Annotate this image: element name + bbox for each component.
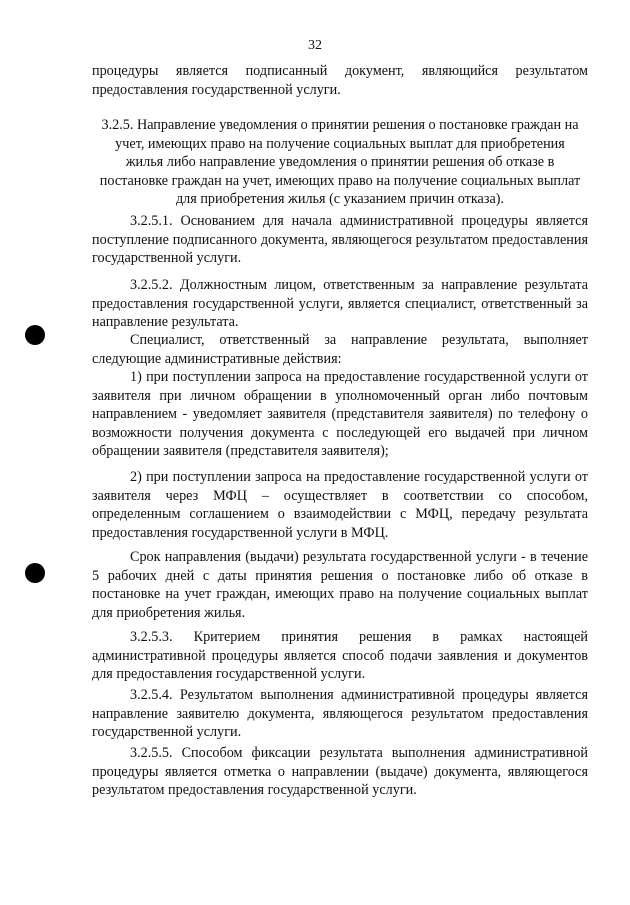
- punch-hole-mark-top: [25, 325, 45, 345]
- section-heading-3-2-5: 3.2.5. Направление уведомления о принятии решения о постановке граждан на учет, имеющих право на получение социальных выплат для приобретения жилья либо направление уведомления о принятии решения об отказе в постановке граждан на учет, имеющих право на получение социальных выплат для приобретения жилья (с указанием причин отказа).: [99, 117, 581, 208]
- paragraph-3-2-5-1: 3.2.5.1. Основанием для начала административной процедуры является поступление подписанного документа, являющегося результатом предоставления государственной услуги.: [92, 213, 588, 267]
- paragraph-3-2-5-2: 3.2.5.2. Должностным лицом, ответственным за направление результата предоставления государственной услуги, является специалист, ответственный за направление результата.: [92, 277, 588, 331]
- paragraph-specialist: Специалист, ответственный за направление результата, выполняет следующие административные действия:: [92, 332, 588, 367]
- paragraph-item-1: 1) при поступлении запроса на предоставление государственной услуги от заявителя при личном обращении в уполномоченный орган либо почтовым направлением - уведомляет заявителя (представителя заявителя) по телефону о возможности получения документа с последующей его выдачей при личном обращении заявителя (представителя заявителя);: [92, 369, 588, 460]
- paragraph-3-2-5-5: 3.2.5.5. Способом фиксации результата выполнения административной процедуры является отметка о направлении (выдаче) документа, являющегося результатом предоставления государственной услуги.: [92, 745, 588, 799]
- punch-hole-mark-bottom: [25, 563, 45, 583]
- paragraph-continuation: процедуры является подписанный документ, являющийся результатом предоставления государственной услуги.: [92, 63, 588, 98]
- paragraph-deadline: Срок направления (выдачи) результата государственной услуги - в течение 5 рабочих дней с даты принятия решения о постановке либо об отказе в постановке на учет граждан, имеющих право на получение социальных выплат для приобретения жилья.: [92, 549, 588, 621]
- paragraph-3-2-5-3: 3.2.5.3. Критерием принятия решения в рамках настоящей административной процедуры является способ подачи заявления и документов для предоставления государственной услуги.: [92, 629, 588, 683]
- page-number: 32: [308, 38, 322, 53]
- paragraph-3-2-5-4: 3.2.5.4. Результатом выполнения административной процедуры является направление заявителю документа, являющегося результатом предоставления государственной услуги.: [92, 687, 588, 741]
- paragraph-item-2: 2) при поступлении запроса на предоставление государственной услуги от заявителя через МФЦ – осуществляет в соответствии со способом, определенным соглашением о взаимодействии с МФЦ, передачу результата предоставления государственной услуги в МФЦ.: [92, 469, 588, 541]
